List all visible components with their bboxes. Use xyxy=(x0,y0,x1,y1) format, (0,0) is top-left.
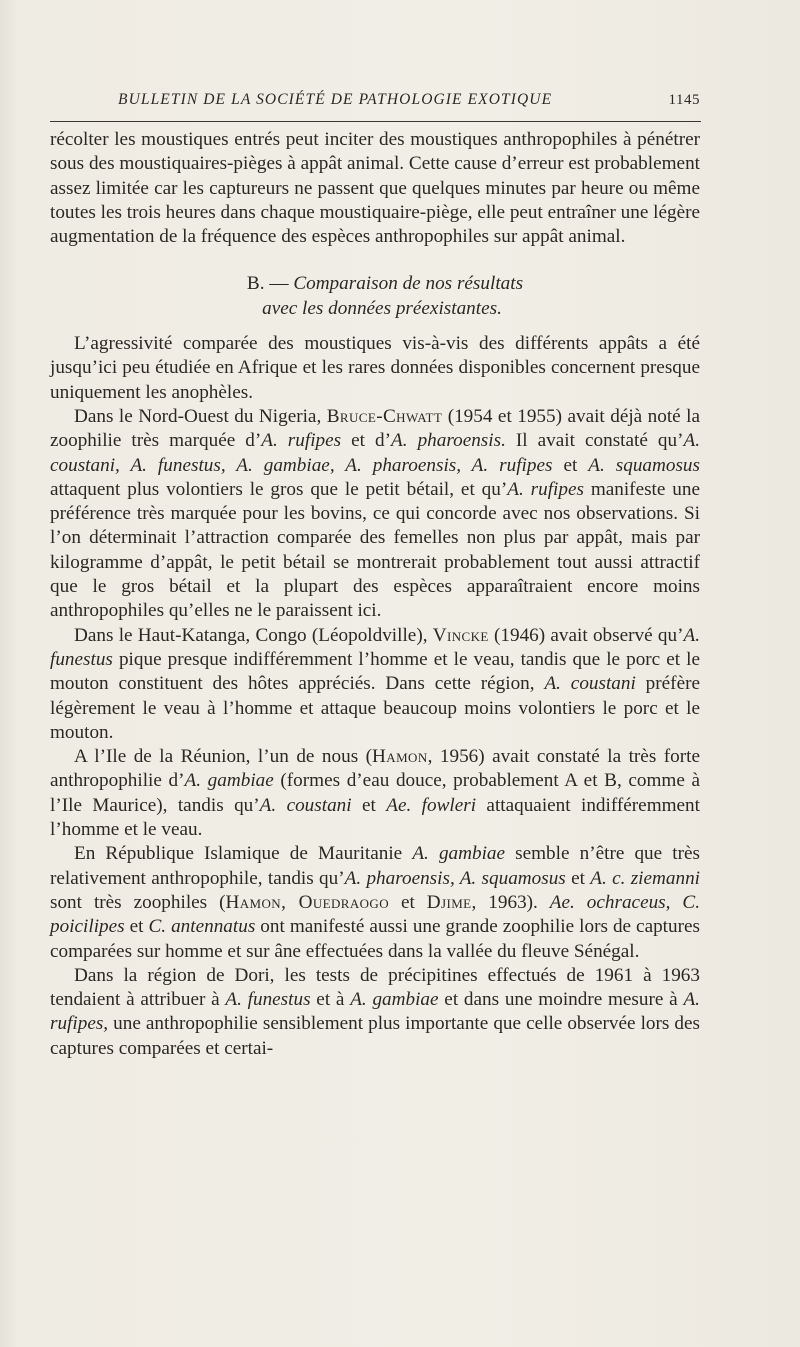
author-citation: Djime xyxy=(426,891,472,913)
section-title-part-1: Comparaison de nos résultats xyxy=(293,273,524,295)
page-header xyxy=(50,89,700,115)
text-span: et xyxy=(565,867,591,889)
paragraph-1 xyxy=(50,128,700,249)
text-span: pique presque indifféremment l’homme et le veau, tandis que le porc et le mouton constituent des hôtes appréciés. Dans cette région, xyxy=(50,648,700,695)
text-span: En République Islamique de Mauritanie xyxy=(74,843,413,865)
text-span: une anthropophilie sensiblement plus importante que celle observée lors des captures comparées et certai- xyxy=(50,1013,700,1059)
species-name: A. rufipes, xyxy=(50,989,700,1035)
species-name: A. rufipes xyxy=(261,430,342,452)
species-name: A. funestus xyxy=(50,624,700,670)
text-span: préfère légèrement le veau à l’homme et attaque beaucoup moins volontiers le porc et le mouton. xyxy=(50,673,700,743)
species-name: A. c. ziemanni xyxy=(590,867,700,889)
text-span: et dans une moindre mesure à xyxy=(438,989,684,1011)
paragraph-7 xyxy=(50,964,700,1061)
section-heading xyxy=(50,272,700,321)
species-name: A. gambiae xyxy=(412,843,506,865)
page-number: 1145 xyxy=(668,92,700,108)
text-span: Il avait constaté qu’ xyxy=(505,430,684,452)
text-span: et d’ xyxy=(341,430,392,452)
text-span: attaquent plus volontiers le gros que le petit bétail, et qu’ xyxy=(50,478,508,500)
species-name: Ae. ochraceus, C. poicilipes xyxy=(50,891,700,938)
species-name: A. coustani, A. funestus, A. gambiae, A. pharoensis, A. rufipes xyxy=(50,430,700,476)
text-span: (1954 et 1955) avait déjà noté la zoophilie très marquée d’ xyxy=(50,405,700,452)
text-span: manifeste une préférence très marquée pour les bovins, ce qui concorde avec nos observations. Si l’on déterminait l’attraction comparée des femelles non plus par appât, mais par kilogramme d’appât, le petit bétail se montrerait probablement tout aussi attractif que le gros bétail et la plupart des espèces apparaîtraient encore moins anthropophiles qu’elles ne le paraissent ici. xyxy=(50,478,700,622)
text-span: semble n’être que très relativement anthropophile, tandis qu’ xyxy=(50,843,700,889)
header-rule xyxy=(50,121,701,122)
section-heading-line-2 xyxy=(50,297,700,321)
text-span: Dans le Haut-Katanga, Congo (Léopoldville), xyxy=(74,624,433,646)
species-name: A. pharoensis, A. squamosus xyxy=(344,867,566,889)
text-span: récolter les moustiques entrés peut inciter des moustiques anthropophiles à pénétrer sous des moustiquaires-pièges à appât animal. Cette cause d’erreur est probablement assez limitée car les captureurs ne passent que quelques minutes par heure ou même toutes les trois heures dans chaque moustiquaire-piège, elle peut entraîner une légère augmentation de la fréquence des espèces anthropophiles sur appât animal. xyxy=(50,129,700,248)
species-name: A. gambiae xyxy=(184,770,274,792)
species-name: Ae. fowleri xyxy=(386,794,477,816)
text-span: Dans le Nord-Ouest du Nigeria, xyxy=(74,405,327,427)
section-title-part-2: avec les données préexistantes. xyxy=(262,297,502,319)
author-citation: Hamon, Ouedraogo xyxy=(225,891,390,913)
paragraph-5 xyxy=(50,745,700,842)
author-citation: Bruce-Chwatt xyxy=(326,405,443,427)
text-span: (1946) avait observé qu’ xyxy=(488,624,684,646)
text-span: et xyxy=(351,794,387,816)
text-span: (formes d’eau douce, probablement A et B, comme à l’Ile Maurice), tandis qu’ xyxy=(50,770,700,816)
species-name: A. squamosus xyxy=(588,454,700,476)
article-body xyxy=(50,128,700,1061)
text-span: Dans la région de Dori, les tests de précipitines effectués de 1961 à 1963 tendaient à attribuer à xyxy=(50,964,700,1011)
species-name: A. gambiae xyxy=(350,989,439,1011)
text-span: L’agressivité comparée des moustiques vis-à-vis des différents appâts a été jusqu’ici peu étudiée en Afrique et les rares données disponibles concernent presque uniquement les anophèles. xyxy=(50,333,700,403)
species-name: A. coustani xyxy=(544,673,636,695)
paragraph-4 xyxy=(50,624,700,745)
species-name: C. antennatus xyxy=(148,916,256,938)
text-span: et xyxy=(552,454,589,476)
text-span: attaquaient indifféremment l’homme et le veau. xyxy=(50,794,700,841)
text-span: A l’Ile de la Réunion, l’un de nous ( xyxy=(74,746,373,768)
author-citation: Vincke xyxy=(432,624,489,646)
section-heading-line-1 xyxy=(50,272,700,296)
author-citation: Hamon xyxy=(372,746,428,768)
section-letter: B. — xyxy=(246,273,294,295)
text-span: , 1963). xyxy=(471,891,550,913)
species-name: A. funestus xyxy=(225,989,311,1011)
paragraph-2 xyxy=(50,332,700,405)
text-span: , 1956) avait constaté la très forte anthropophilie d’ xyxy=(50,746,700,792)
species-name: A. coustani xyxy=(259,794,352,816)
species-name: A. rufipes xyxy=(507,478,584,500)
paragraph-6 xyxy=(50,842,700,963)
species-name: A. pharoensis. xyxy=(391,430,506,452)
text-span: et xyxy=(124,916,149,938)
text-span: et à xyxy=(310,989,351,1011)
text-span: sont très zoophiles ( xyxy=(50,891,226,913)
paragraph-3 xyxy=(50,405,700,624)
text-span: ont manifesté aussi une grande zoophilie lors de captures comparées sur homme et sur âne effectuées dans la vallée du fleuve Sénégal. xyxy=(50,916,700,962)
running-title: BULLETIN DE LA SOCIÉTÉ DE PATHOLOGIE EXOTIQUE xyxy=(118,91,553,108)
text-span: et xyxy=(389,891,427,913)
